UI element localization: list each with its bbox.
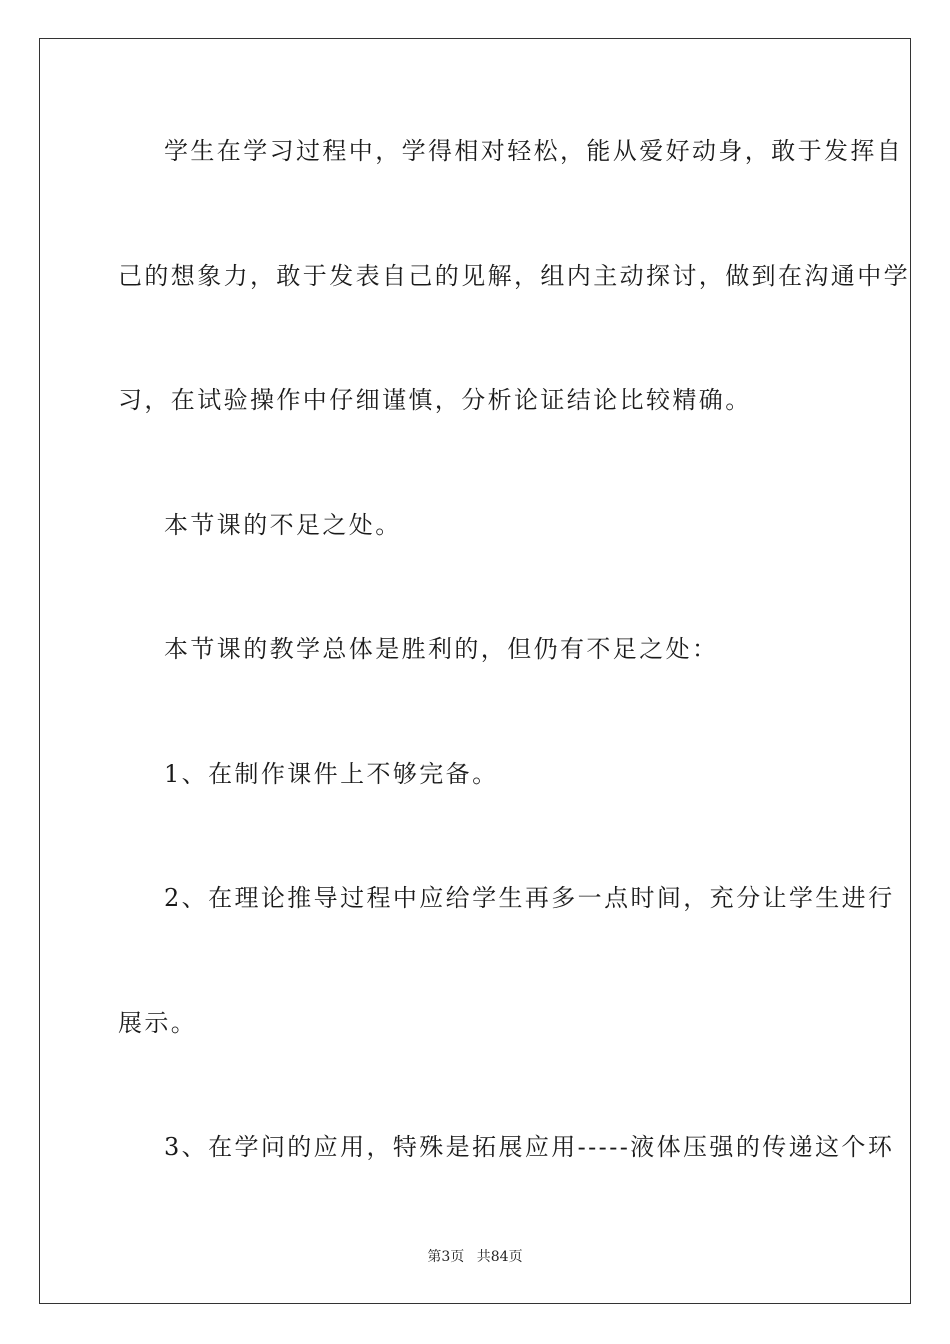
total-pages: 共84页 [476, 1249, 523, 1265]
page-border [39, 38, 911, 1304]
list-item-2: 2、在理论推导过程中应给学生再多一点时间，充分让学生进行 [164, 884, 895, 912]
list-item-3: 3、在学问的应用，特殊是拓展应用-----液体压强的传递这个环 [164, 1133, 895, 1161]
page-number: 第3页 [427, 1249, 465, 1265]
list-item-1: 1、在制作课件上不够完备。 [164, 760, 499, 788]
page-footer [0, 1246, 950, 1266]
list-item-2-continued: 展示。 [118, 1009, 198, 1037]
paragraph-line-1: 学生在学习过程中，学得相对轻松，能从爱好动身，敢于发挥自 [164, 137, 904, 165]
paragraph-line-5: 本节课的教学总体是胜利的，但仍有不足之处： [164, 635, 719, 663]
paragraph-line-2: 己的想象力，敢于发表自己的见解，组内主动探讨，做到在沟通中学 [118, 262, 910, 290]
section-heading: 本节课的不足之处。 [164, 511, 402, 539]
paragraph-line-3: 习，在试验操作中仔细谨慎，分析论证结论比较精确。 [118, 386, 752, 414]
